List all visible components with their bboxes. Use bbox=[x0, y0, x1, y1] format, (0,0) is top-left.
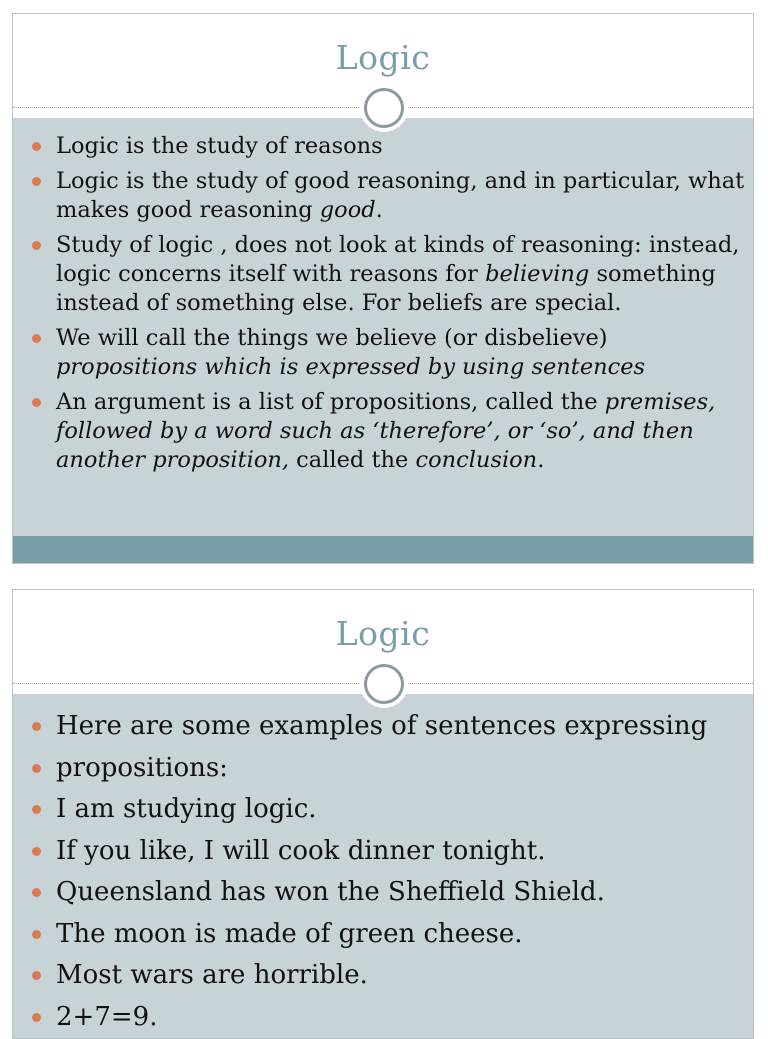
bullet-item bbox=[56, 835, 746, 867]
bullet-item bbox=[56, 388, 746, 475]
slide-content bbox=[13, 694, 753, 1038]
bullet-text: Logic is the study of reasons bbox=[56, 133, 383, 159]
bullet-text: Most wars are horrible. bbox=[56, 960, 368, 990]
bullet-text-italic: good bbox=[319, 197, 376, 223]
footer-bar bbox=[13, 536, 753, 563]
bullet-text: . bbox=[537, 447, 545, 473]
bullet-item bbox=[56, 752, 746, 784]
bullet-item bbox=[56, 876, 746, 908]
bullet-item bbox=[56, 167, 746, 225]
bullet-text: called the bbox=[289, 447, 416, 473]
bullet-text-italic: believing bbox=[485, 261, 590, 287]
bullet-text: propositions: bbox=[56, 752, 228, 783]
bullet-text-italic: conclusion bbox=[415, 447, 538, 473]
bullet-item bbox=[56, 1001, 746, 1033]
bullet-text: Here are some examples of sentences expressing bbox=[56, 711, 708, 741]
bullet-item bbox=[56, 132, 746, 161]
bullet-item bbox=[56, 324, 746, 382]
bullet-list bbox=[56, 710, 746, 1039]
circle-ornament-icon bbox=[364, 664, 404, 704]
bullet-text-italic: propositions which is expressed by using sentences bbox=[56, 354, 646, 380]
circle-ornament-icon bbox=[364, 88, 404, 128]
bullet-text: I am studying logic. bbox=[56, 794, 317, 824]
slide-2 bbox=[12, 589, 754, 1039]
slide-title: Logic bbox=[335, 38, 431, 77]
bullet-item bbox=[56, 793, 746, 825]
bullet-item bbox=[56, 918, 746, 950]
bullet-text: We will call the things we believe (or disbelieve) bbox=[56, 325, 608, 351]
bullet-text-italic: premises, followed by a word such as ‘therefore’, or ‘so’, and then another proposition, bbox=[56, 389, 716, 473]
bullet-item bbox=[56, 959, 746, 991]
bullet-text: Study of logic , does not look at kinds of reasoning: instead, logic concerns itself with reasons for bbox=[56, 232, 740, 287]
bullet-text: 2+7=9. bbox=[56, 1001, 158, 1032]
slide-1 bbox=[12, 13, 754, 564]
bullet-text: . bbox=[375, 197, 383, 223]
bullet-text: Logic is the study of good reasoning, and in particular, what makes good reasoning bbox=[56, 168, 745, 223]
bullet-item bbox=[56, 231, 746, 318]
slide-content bbox=[13, 118, 753, 536]
bullet-text: something instead of something else. For beliefs are special. bbox=[56, 261, 716, 316]
bullet-text: If you like, I will cook dinner tonight. bbox=[56, 835, 546, 866]
bullet-item bbox=[56, 710, 746, 742]
bullet-text: Queensland has won the Sheffield Shield. bbox=[56, 877, 605, 907]
slide-title: Logic bbox=[335, 614, 431, 653]
bullet-text: An argument is a list of propositions, called the bbox=[56, 389, 605, 415]
bullet-text: The moon is made of green cheese. bbox=[56, 918, 523, 949]
bullet-list bbox=[56, 132, 746, 481]
